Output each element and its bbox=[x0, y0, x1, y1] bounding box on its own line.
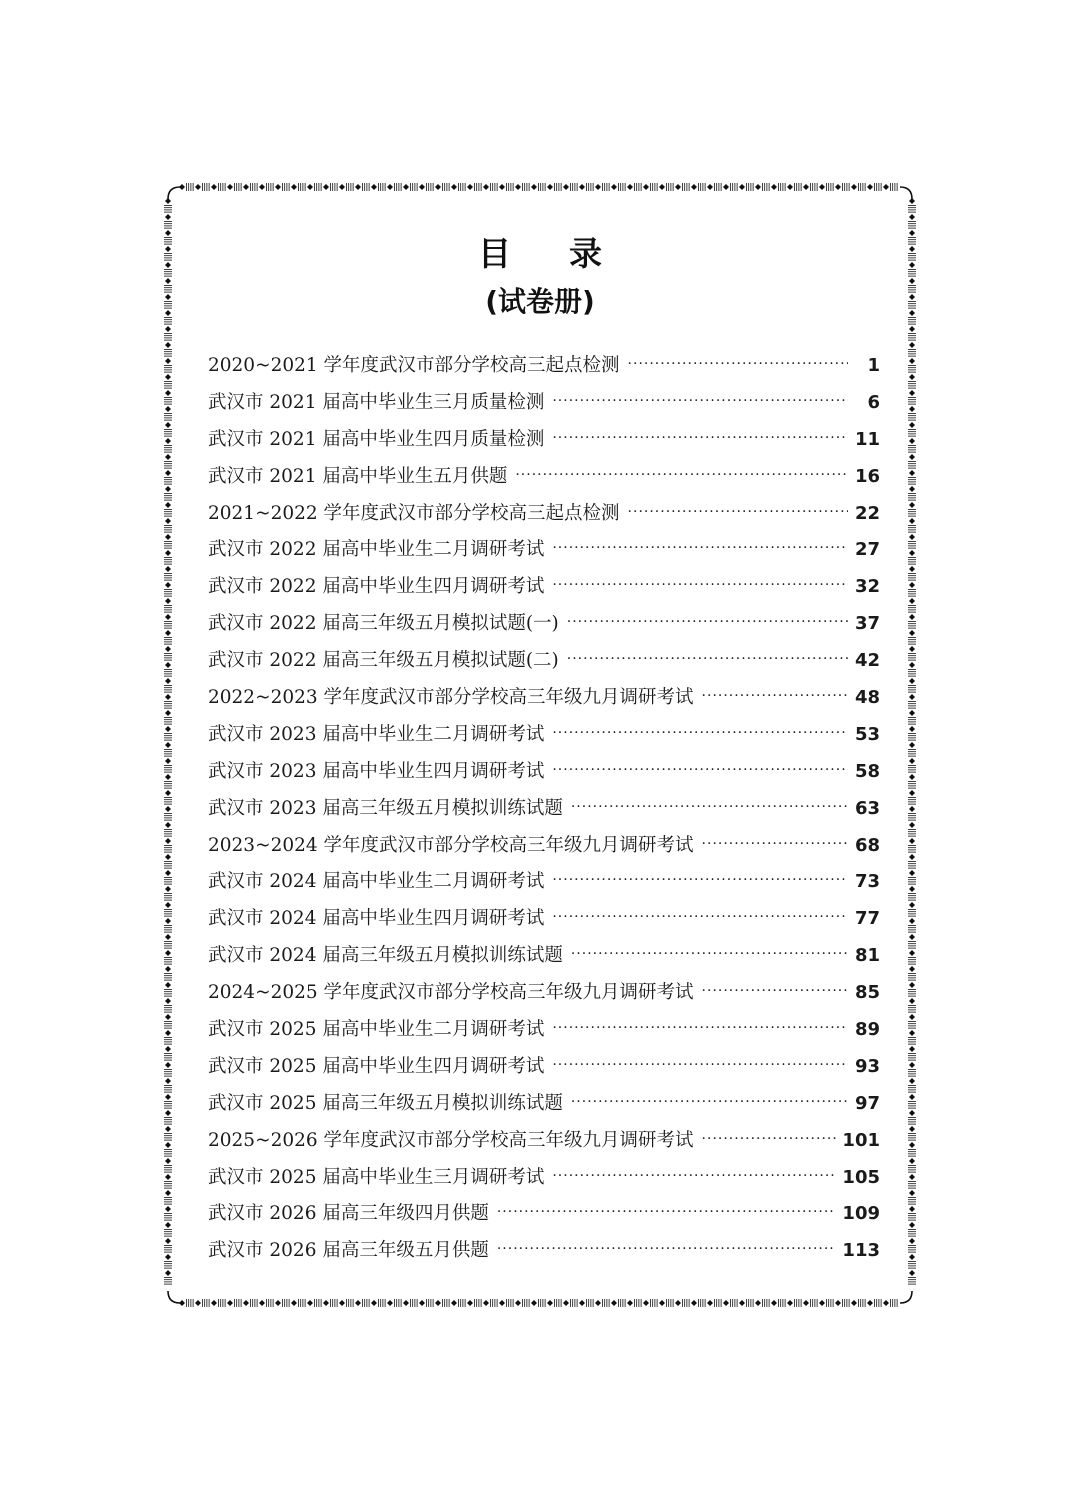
toc-entry-label: 2024~2025 学年度武汉市部分学校高三年级九月调研考试 bbox=[208, 982, 694, 1004]
toc-entry-label: 2023~2024 学年度武汉市部分学校高三年级九月调研考试 bbox=[208, 834, 694, 856]
toc-entry[interactable] bbox=[208, 828, 880, 865]
toc-entry-page-number: 22 bbox=[854, 502, 880, 524]
toc-entry-page-number: 48 bbox=[854, 687, 880, 709]
toc-entry-label: 2025~2026 学年度武汉市部分学校高三年级九月调研考试 bbox=[208, 1129, 694, 1151]
toc-entry-label: 武汉市 2023 届高中毕业生二月调研考试 bbox=[208, 723, 545, 745]
toc-dot-leader bbox=[702, 678, 848, 715]
toc-entry-page-number: 63 bbox=[854, 797, 880, 819]
toc-entry[interactable] bbox=[208, 975, 880, 1012]
toc-dot-leader bbox=[702, 973, 848, 1010]
toc-dot-leader bbox=[515, 457, 848, 494]
toc-entry[interactable] bbox=[208, 569, 880, 606]
toc-entry-page-number: 73 bbox=[854, 871, 880, 893]
toc-entry[interactable] bbox=[208, 791, 880, 828]
toc-entry-label: 武汉市 2026 届高三年级五月供题 bbox=[208, 1240, 489, 1262]
toc-entry-page-number: 93 bbox=[854, 1055, 880, 1077]
toc-dot-leader bbox=[552, 1158, 836, 1195]
toc-entry[interactable] bbox=[208, 1086, 880, 1123]
toc-entry-page-number: 77 bbox=[854, 908, 880, 930]
toc-dot-leader bbox=[567, 604, 848, 641]
toc-entry-page-number: 89 bbox=[854, 1019, 880, 1041]
toc-dot-leader bbox=[571, 789, 848, 826]
toc-dot-leader bbox=[628, 494, 848, 531]
toc-entry-label: 武汉市 2026 届高三年级四月供题 bbox=[208, 1203, 489, 1225]
toc-dot-leader bbox=[552, 899, 848, 936]
toc-dot-leader bbox=[497, 1231, 837, 1268]
toc-entry[interactable] bbox=[208, 532, 880, 569]
toc-dot-leader bbox=[702, 1121, 837, 1158]
toc-entry[interactable] bbox=[208, 864, 880, 901]
toc-entry-page-number: 97 bbox=[854, 1092, 880, 1114]
toc-entry-label: 武汉市 2025 届高中毕业生三月调研考试 bbox=[208, 1166, 545, 1188]
toc-entry[interactable] bbox=[208, 1012, 880, 1049]
toc-entry-page-number: 109 bbox=[842, 1203, 880, 1225]
toc-entry[interactable] bbox=[208, 422, 880, 459]
toc-entry-label: 武汉市 2024 届高中毕业生四月调研考试 bbox=[208, 908, 545, 930]
toc-entry-label: 武汉市 2022 届高三年级五月模拟试题(一) bbox=[208, 613, 559, 635]
toc-dot-leader bbox=[628, 346, 848, 383]
toc-title-char-2: 录 bbox=[569, 234, 602, 273]
toc-entry-label: 武汉市 2024 届高三年级五月模拟训练试题 bbox=[208, 945, 563, 967]
toc-dot-leader bbox=[552, 752, 848, 789]
toc-entry-page-number: 27 bbox=[854, 539, 880, 561]
toc-dot-leader bbox=[552, 862, 848, 899]
toc-entry-label: 2020~2021 学年度武汉市部分学校高三起点检测 bbox=[208, 355, 620, 376]
toc-entry[interactable] bbox=[208, 717, 880, 754]
toc-title bbox=[0, 232, 1080, 276]
toc-entry-page-number: 113 bbox=[842, 1240, 880, 1262]
toc-entry-label: 2021~2022 学年度武汉市部分学校高三起点检测 bbox=[208, 502, 620, 524]
toc-entry-label: 武汉市 2022 届高三年级五月模拟试题(二) bbox=[208, 650, 559, 672]
toc-entry-page-number: 37 bbox=[854, 613, 880, 635]
toc-entry[interactable] bbox=[208, 496, 880, 533]
toc-entry-page-number: 85 bbox=[854, 982, 880, 1004]
toc-dot-leader bbox=[552, 1010, 848, 1047]
toc-entry[interactable] bbox=[208, 1123, 880, 1160]
toc-entry-label: 武汉市 2021 届高中毕业生三月质量检测 bbox=[208, 391, 545, 413]
toc-entry-page-number: 11 bbox=[854, 428, 880, 450]
toc-entry[interactable] bbox=[208, 1049, 880, 1086]
toc-dot-leader bbox=[552, 530, 848, 567]
toc-entry-label: 武汉市 2023 届高中毕业生四月调研考试 bbox=[208, 760, 545, 782]
toc-entry[interactable] bbox=[208, 938, 880, 975]
toc-entry-label: 武汉市 2024 届高中毕业生二月调研考试 bbox=[208, 871, 545, 893]
toc-entry-page-number: 58 bbox=[854, 760, 880, 782]
toc-entry[interactable] bbox=[208, 459, 880, 496]
toc-entry[interactable] bbox=[208, 1160, 880, 1197]
toc-entry-page-number: 42 bbox=[854, 650, 880, 672]
toc-entry-page-number: 1 bbox=[867, 355, 880, 376]
table-of-contents bbox=[208, 348, 880, 1270]
toc-entry-page-number: 16 bbox=[854, 465, 880, 487]
toc-entry[interactable] bbox=[208, 643, 880, 680]
toc-entry[interactable] bbox=[208, 1233, 880, 1270]
toc-entry-page-number: 32 bbox=[854, 576, 880, 598]
toc-entry-label: 2022~2023 学年度武汉市部分学校高三年级九月调研考试 bbox=[208, 687, 694, 709]
toc-subtitle: (试卷册) bbox=[485, 285, 595, 318]
toc-entry[interactable] bbox=[208, 680, 880, 717]
toc-dot-leader bbox=[702, 826, 848, 863]
toc-entry-page-number: 101 bbox=[842, 1129, 880, 1151]
toc-entry[interactable] bbox=[208, 1196, 880, 1233]
toc-dot-leader bbox=[567, 641, 848, 678]
toc-entry-page-number: 53 bbox=[854, 723, 880, 745]
toc-dot-leader bbox=[552, 715, 848, 752]
toc-title-char-1: 目 bbox=[478, 234, 511, 273]
toc-dot-leader bbox=[571, 936, 848, 973]
toc-dot-leader bbox=[571, 1084, 848, 1121]
toc-dot-leader bbox=[552, 1047, 848, 1084]
toc-entry[interactable] bbox=[208, 385, 880, 422]
toc-entry[interactable] bbox=[208, 606, 880, 643]
toc-dot-leader bbox=[497, 1194, 837, 1231]
toc-entry-label: 武汉市 2021 届高中毕业生四月质量检测 bbox=[208, 428, 545, 450]
toc-entry-page-number: 81 bbox=[854, 945, 880, 967]
toc-entry-label: 武汉市 2025 届高中毕业生四月调研考试 bbox=[208, 1055, 545, 1077]
toc-dot-leader bbox=[552, 567, 848, 604]
toc-entry[interactable] bbox=[208, 754, 880, 791]
toc-entry[interactable] bbox=[208, 348, 880, 385]
toc-entry-label: 武汉市 2023 届高三年级五月模拟训练试题 bbox=[208, 797, 563, 819]
toc-entry-page-number: 105 bbox=[842, 1166, 880, 1188]
toc-entry-label: 武汉市 2025 届高中毕业生二月调研考试 bbox=[208, 1019, 545, 1041]
toc-entry-page-number: 68 bbox=[854, 834, 880, 856]
toc-entry[interactable] bbox=[208, 901, 880, 938]
toc-entry-label: 武汉市 2022 届高中毕业生四月调研考试 bbox=[208, 576, 545, 598]
toc-entry-label: 武汉市 2025 届高三年级五月模拟训练试题 bbox=[208, 1092, 563, 1114]
toc-entry-label: 武汉市 2022 届高中毕业生二月调研考试 bbox=[208, 539, 545, 561]
toc-entry-page-number: 6 bbox=[867, 391, 880, 413]
toc-dot-leader bbox=[552, 420, 848, 457]
toc-dot-leader bbox=[552, 383, 848, 420]
toc-entry-label: 武汉市 2021 届高中毕业生五月供题 bbox=[208, 465, 508, 487]
